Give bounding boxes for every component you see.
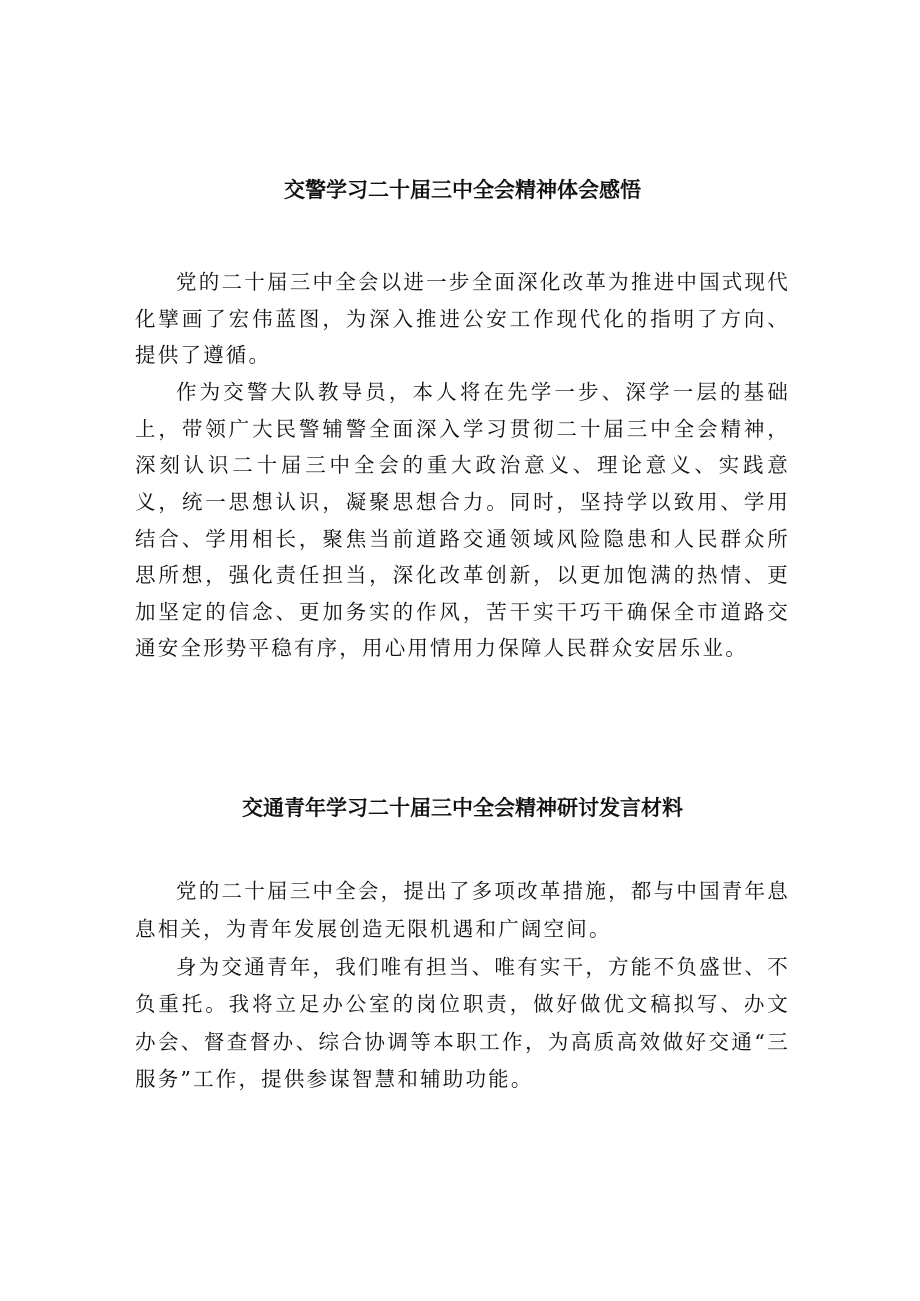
article-2-paragraph-2: 身为交通青年，我们唯有担当、唯有实干，方能不负盛世、不负重托。我将立足办公室的岗位职责，做好做优文稿拟写、办文办会、督查督办、综合协调等本职工作，为高质高效做好交通“三服务”工作，提供参谋智慧和辅助功能。: [135, 954, 790, 1091]
article-2-paragraph-1: 党的二十届三中全会，提出了多项改革措施，都与中国青年息息相关，为青年发展创造无限机遇和广阔空间。: [135, 879, 790, 941]
article-title-2: 交通青年学习二十届三中全会精神研讨发言材料: [242, 796, 683, 820]
article-1-paragraph-2: 作为交警大队教导员，本人将在先学一步、深学一层的基础上，带领广大民警辅警全面深入学习贯彻二十届三中全会精神，深刻认识二十届三中全会的重大政治意义、理论意义、实践意义，统一思想认识，凝聚思想合力。同时，坚持学以致用、学用结合、学用相长，聚焦当前道路交通领域风险隐患和人民群众所思所想，强化责任担当，深化改革创新，以更加饱满的热情、更加坚定的信念、更加务实的作风，苦干实干巧干确保全市道路交通安全形势平稳有序，用心用情用力保障人民群众安居乐业。: [135, 380, 790, 661]
article-section-1: [135, 170, 790, 668]
article-1-paragraph-1: 党的二十届三中全会以进一步全面深化改革为推进中国式现代化擘画了宏伟蓝图，为深入推进公安工作现代化的指明了方向、提供了遵循。: [135, 270, 790, 368]
article-title-1: 交警学习二十届三中全会精神体会感悟: [284, 178, 641, 202]
article-section-2: [135, 788, 790, 1099]
